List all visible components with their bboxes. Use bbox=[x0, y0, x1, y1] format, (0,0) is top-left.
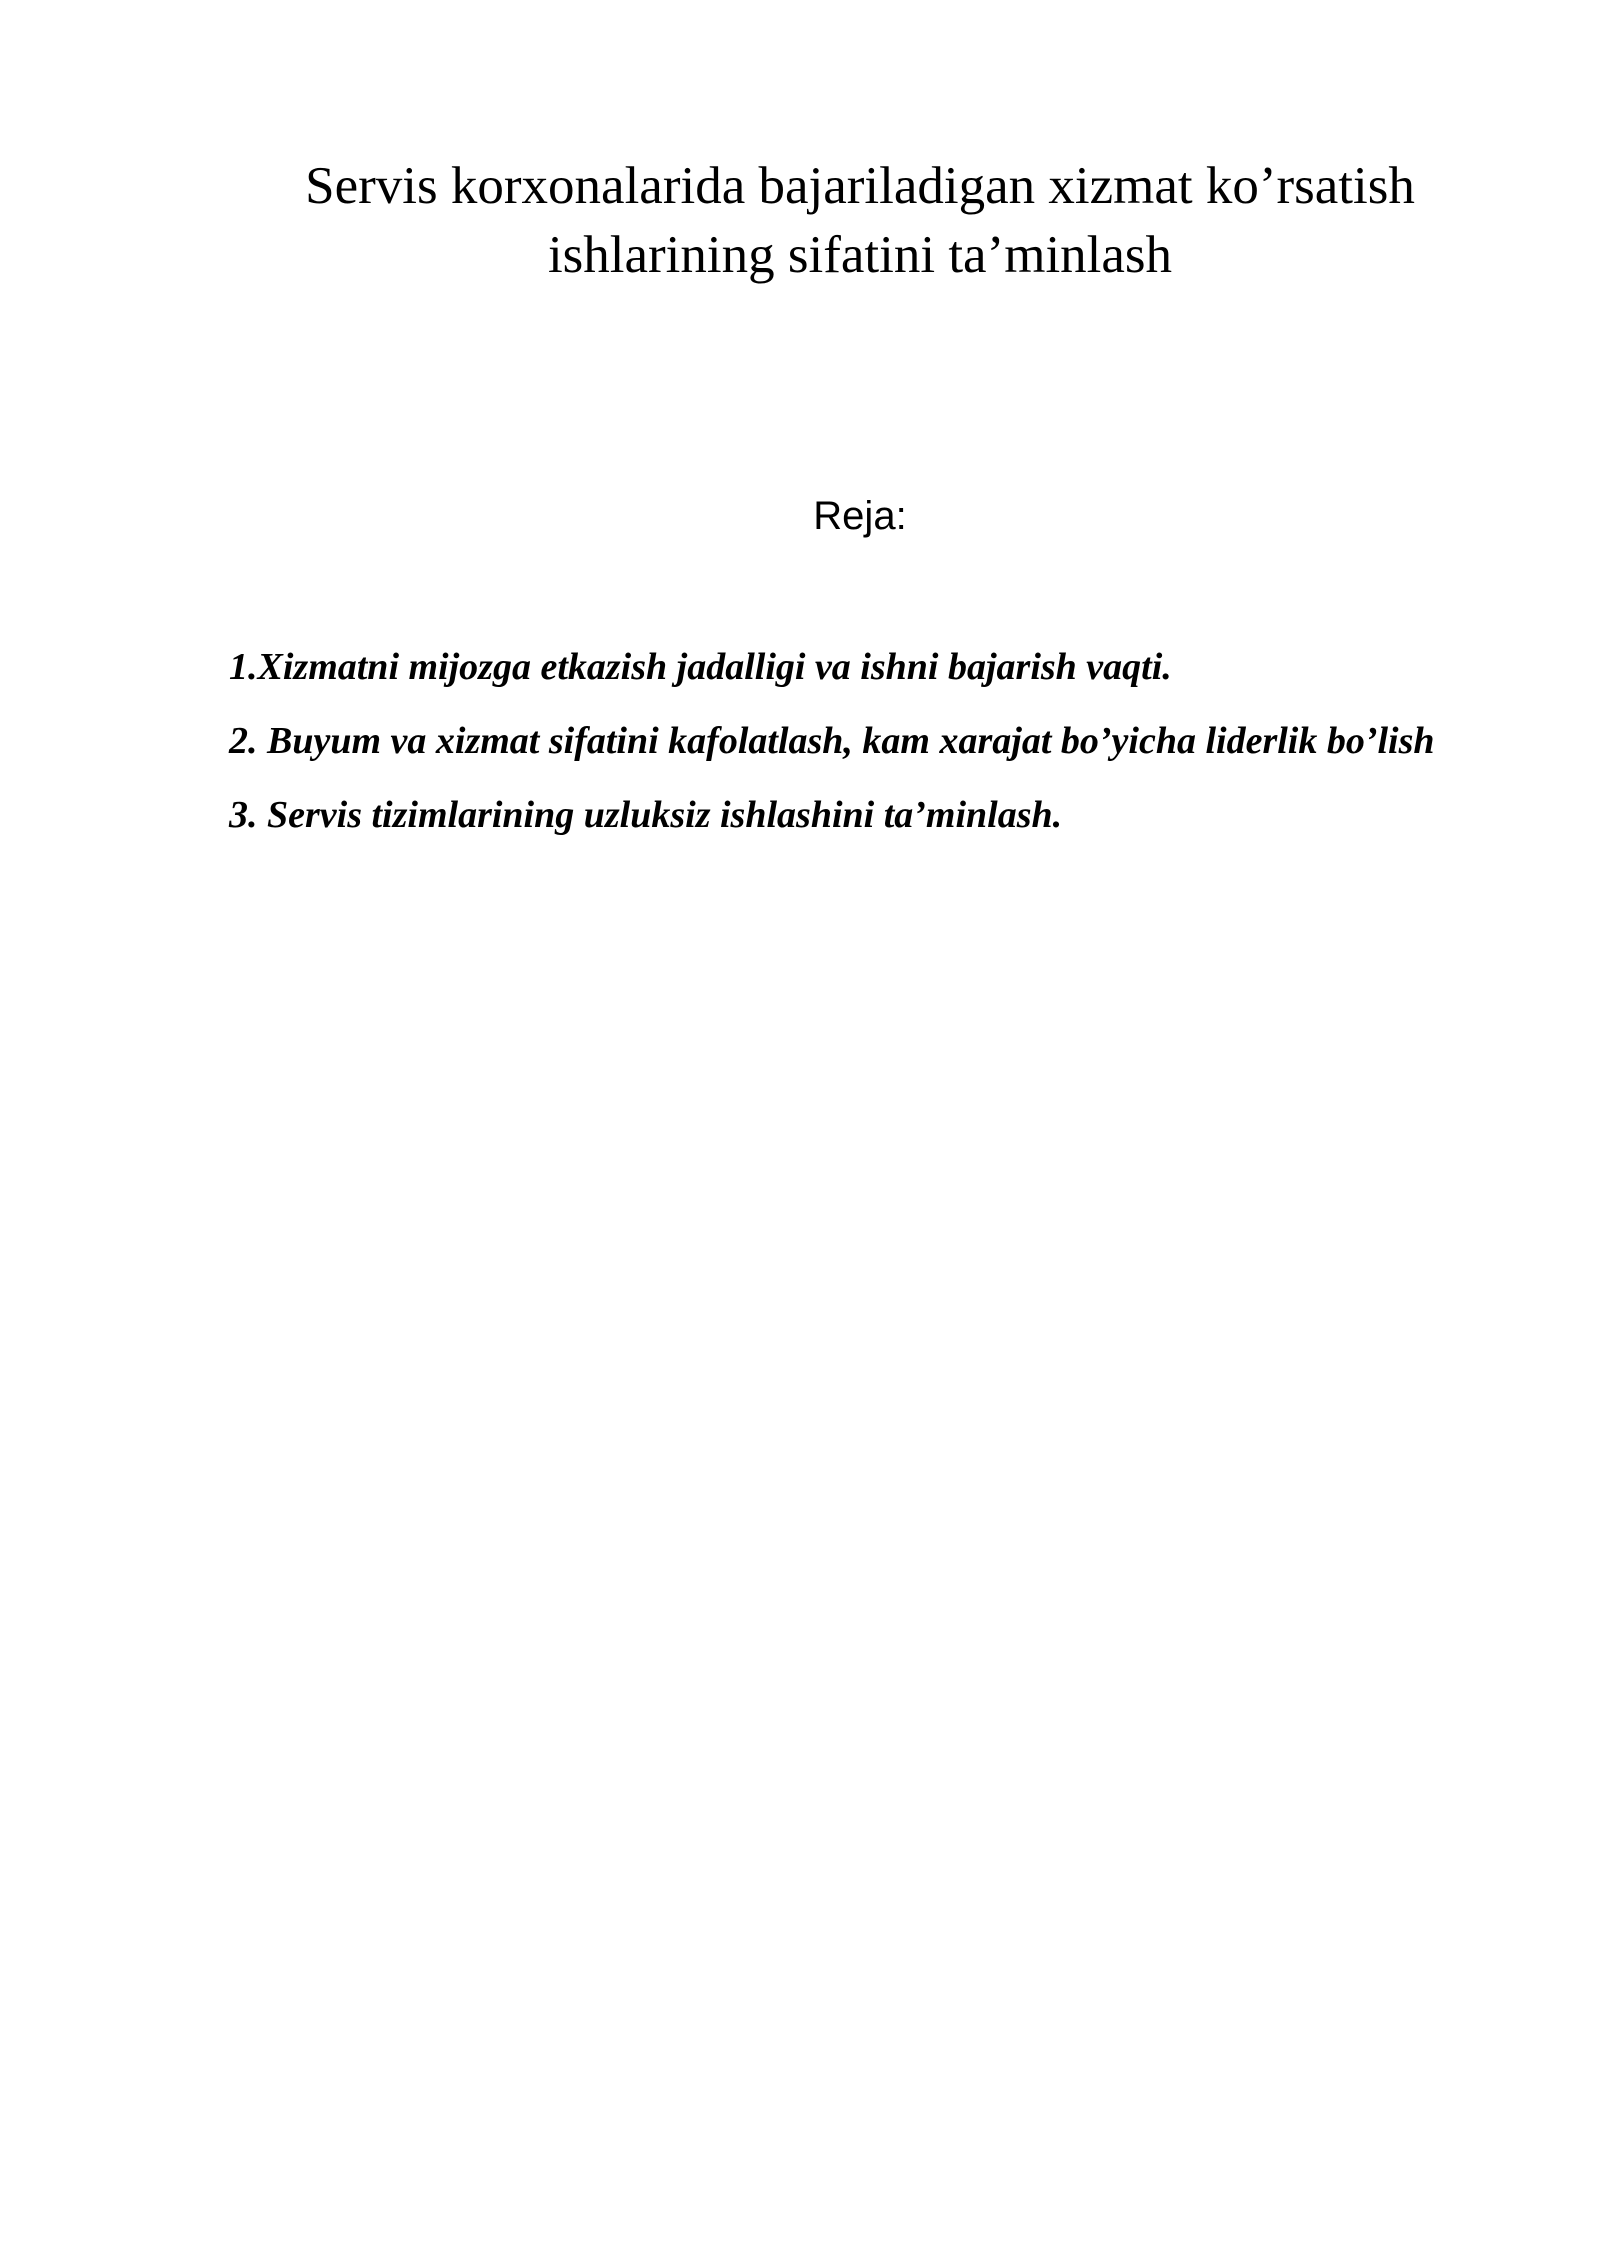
plan-item-1: 1.Xizmatni mijozga etkazish jadalligi va ishni bajarish vaqti. bbox=[229, 646, 1172, 688]
plan-heading: Reja: bbox=[813, 494, 907, 538]
title-line-1: Servis korxonalarida bajariladigan xizmat ko’rsatish bbox=[305, 157, 1415, 215]
plan-item-3: 3. Servis tizimlarining uzluksiz ishlashini ta’minlash. bbox=[229, 794, 1063, 836]
document-title bbox=[200, 152, 1520, 290]
plan-list bbox=[229, 630, 1489, 852]
title-line-2: ishlarining sifatini ta’minlash bbox=[547, 226, 1173, 284]
plan-item-2: 2. Buyum va xizmat sifatini kafolatlash, kam xarajat bo’yicha liderlik bo’lish bbox=[229, 720, 1435, 762]
